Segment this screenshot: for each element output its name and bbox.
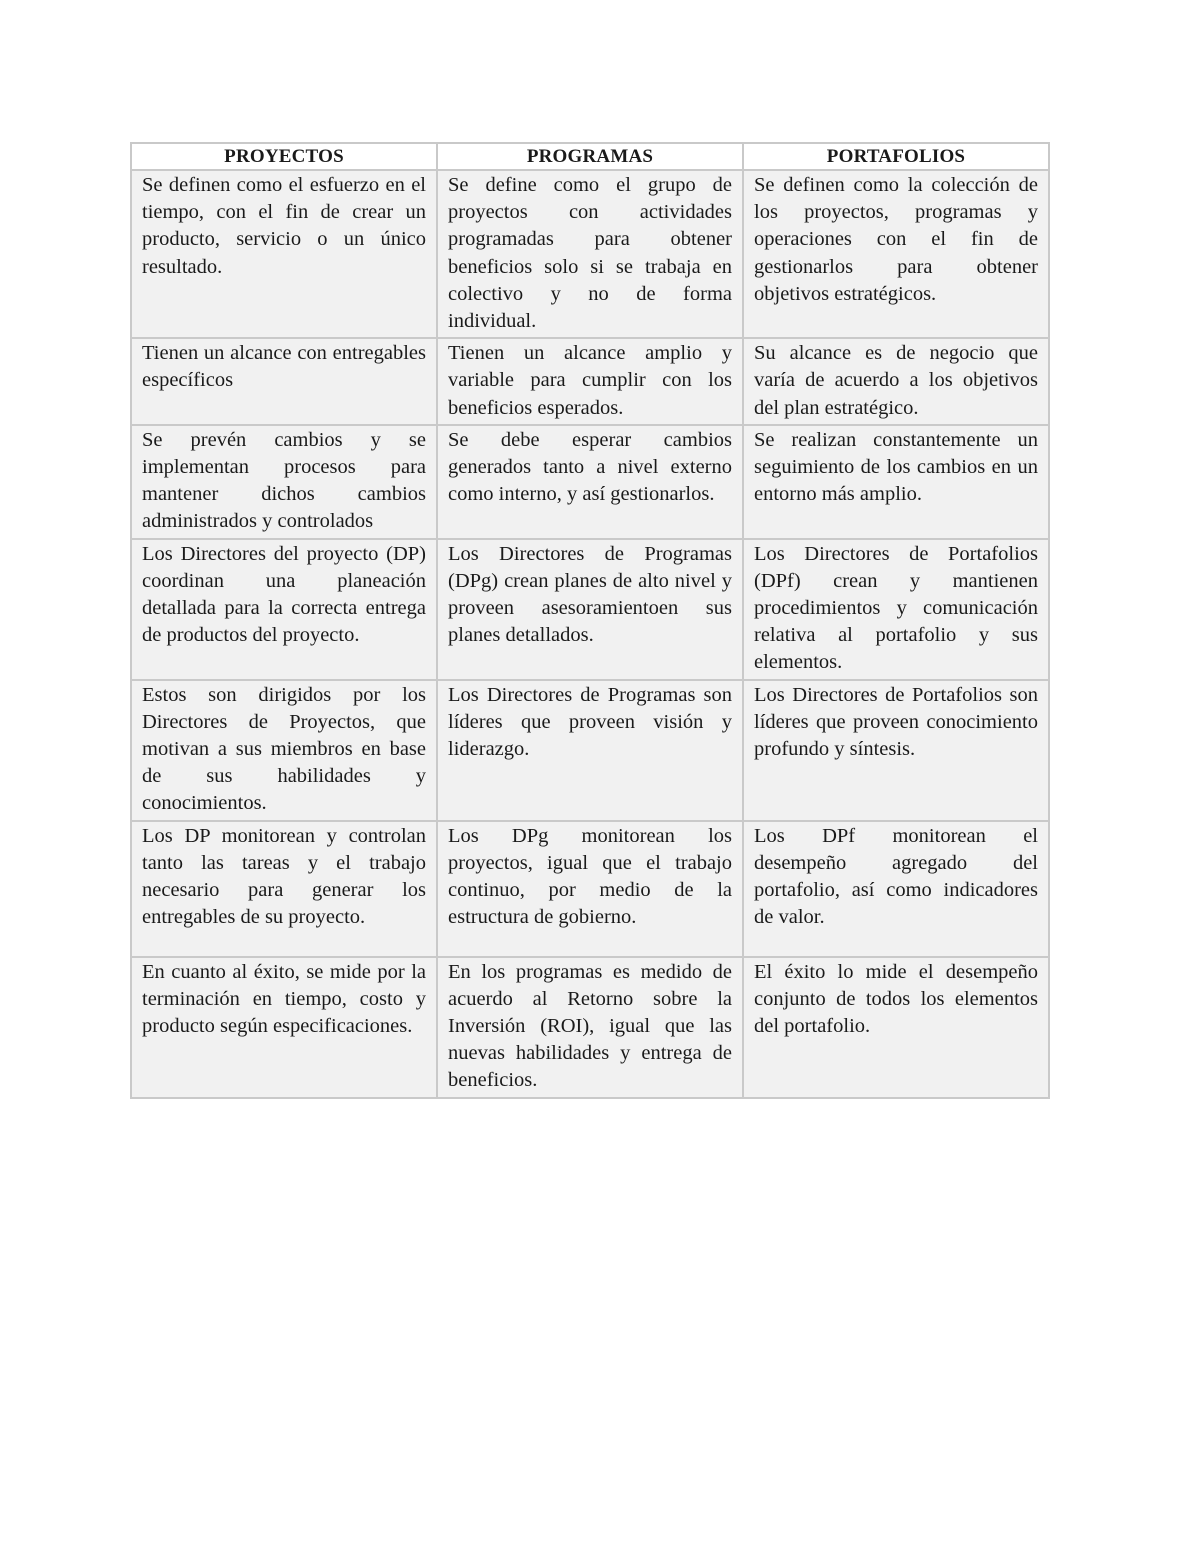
cell-programas: Los Directores de Programas son líderes que proveen visión y liderazgo. bbox=[437, 680, 743, 821]
cell-portafolios: Los DPf monitorean el desempeño agregado del portafolio, así como indicadores de valor. bbox=[743, 821, 1049, 957]
header-row bbox=[131, 143, 1049, 170]
cell-proyectos: En cuanto al éxito, se mide por la terminación en tiempo, costo y producto según especificaciones. bbox=[131, 957, 437, 1098]
cell-programas: Se debe esperar cambios generados tanto a nivel externo como interno, y así gestionarlos. bbox=[437, 425, 743, 539]
table-row bbox=[131, 170, 1049, 338]
table-row bbox=[131, 425, 1049, 539]
cell-portafolios: El éxito lo mide el desempeño conjunto de todos los elementos del portafolio. bbox=[743, 957, 1049, 1098]
cell-proyectos: Los Directores del proyecto (DP) coordinan una planeación detallada para la correcta entrega de productos del proyecto. bbox=[131, 539, 437, 680]
cell-portafolios: Los Directores de Portafolios son líderes que proveen conocimiento profundo y síntesis. bbox=[743, 680, 1049, 821]
cell-proyectos: Los DP monitorean y controlan tanto las tareas y el trabajo necesario para generar los entregables de su proyecto. bbox=[131, 821, 437, 957]
table-row bbox=[131, 821, 1049, 957]
cell-programas: Se define como el grupo de proyectos con actividades programadas para obtener beneficios solo si se trabaja en colectivo y no de forma individual. bbox=[437, 170, 743, 338]
header-proyectos: PROYECTOS bbox=[131, 143, 437, 170]
cell-proyectos: Estos son dirigidos por los Directores de Proyectos, que motivan a sus miembros en base de sus habilidades y conocimientos. bbox=[131, 680, 437, 821]
cell-programas: Los DPg monitorean los proyectos, igual que el trabajo continuo, por medio de la estructura de gobierno. bbox=[437, 821, 743, 957]
cell-portafolios: Su alcance es de negocio que varía de acuerdo a los objetivos del plan estratégico. bbox=[743, 338, 1049, 425]
comparison-table bbox=[130, 142, 1050, 1099]
table-row bbox=[131, 539, 1049, 680]
header-programas: PROGRAMAS bbox=[437, 143, 743, 170]
cell-proyectos: Tienen un alcance con entregables específicos bbox=[131, 338, 437, 425]
cell-programas: En los programas es medido de acuerdo al Retorno sobre la Inversión (ROI), igual que las nuevas habilidades y entrega de beneficios. bbox=[437, 957, 743, 1098]
cell-programas: Tienen un alcance amplio y variable para cumplir con los beneficios esperados. bbox=[437, 338, 743, 425]
table-row bbox=[131, 338, 1049, 425]
cell-proyectos: Se definen como el esfuerzo en el tiempo, con el fin de crear un producto, servicio o un único resultado. bbox=[131, 170, 437, 338]
cell-proyectos: Se prevén cambios y se implementan procesos para mantener dichos cambios administrados y controlados bbox=[131, 425, 437, 539]
table-row bbox=[131, 957, 1049, 1098]
cell-portafolios: Se definen como la colección de los proyectos, programas y operaciones con el fin de gestionarlos para obtener objetivos estratégicos. bbox=[743, 170, 1049, 338]
cell-portafolios: Los Directores de Portafolios (DPf) crean y mantienen procedimientos y comunicación relativa al portafolio y sus elementos. bbox=[743, 539, 1049, 680]
cell-portafolios: Se realizan constantemente un seguimiento de los cambios en un entorno más amplio. bbox=[743, 425, 1049, 539]
header-portafolios: PORTAFOLIOS bbox=[743, 143, 1049, 170]
cell-programas: Los Directores de Programas (DPg) crean planes de alto nivel y proveen asesoramientoen sus planes detallados. bbox=[437, 539, 743, 680]
table-row bbox=[131, 680, 1049, 821]
